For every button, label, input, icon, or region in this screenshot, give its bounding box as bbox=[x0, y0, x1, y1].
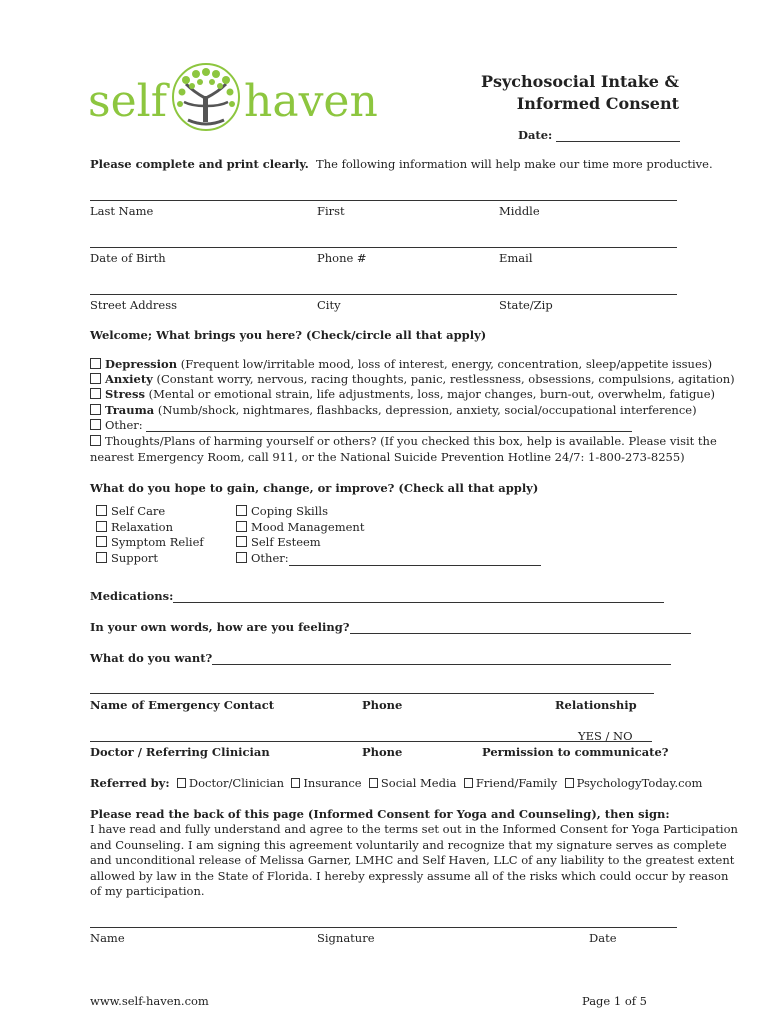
page-title-line1: Psychosocial Intake & bbox=[480, 72, 679, 91]
concern-label: Trauma bbox=[105, 403, 155, 417]
referred-by bbox=[90, 776, 702, 790]
medications-field[interactable] bbox=[90, 589, 664, 603]
other-input-line[interactable] bbox=[146, 420, 632, 432]
checkbox[interactable] bbox=[369, 778, 378, 788]
goal-label: Self Esteem bbox=[251, 535, 321, 550]
checkbox[interactable] bbox=[291, 778, 300, 788]
concern-text: (Frequent low/irritable mood, loss of interest, energy, concentration, sleep/appetite issues) bbox=[180, 357, 713, 371]
checkbox[interactable] bbox=[565, 778, 574, 788]
goals-col1 bbox=[96, 504, 204, 566]
welcome-heading: Welcome; What brings you here? (Check/circle all that apply) bbox=[90, 328, 487, 342]
doctor-label: Doctor / Referring Clinician bbox=[90, 745, 270, 759]
goal-item[interactable] bbox=[96, 520, 204, 536]
harm-text-line1: Thoughts/Plans of harming yourself or others? (If you checked this box, help is available. Please visit the bbox=[105, 434, 717, 448]
footer-website: www.self-haven.com bbox=[90, 994, 209, 1008]
last-name-label: Last Name bbox=[90, 204, 154, 218]
goal-item[interactable] bbox=[96, 535, 204, 551]
tree-logo-icon bbox=[172, 62, 240, 132]
referral-option[interactable] bbox=[464, 776, 557, 790]
goal-item[interactable] bbox=[236, 520, 541, 536]
checkbox[interactable] bbox=[96, 536, 107, 547]
checkbox[interactable] bbox=[90, 373, 101, 384]
checkbox[interactable] bbox=[96, 521, 107, 532]
checkbox[interactable] bbox=[236, 505, 247, 516]
consent-line: and Counseling. I am signing this agreement voluntarily and recognize that my signature serves as complete bbox=[90, 838, 727, 852]
city-label: City bbox=[317, 298, 341, 312]
concern-label: Depression bbox=[105, 357, 178, 371]
goal-other-line[interactable] bbox=[289, 554, 541, 566]
feeling-line[interactable] bbox=[350, 622, 691, 634]
goal-label: Relaxation bbox=[111, 519, 173, 534]
concern-label: Stress bbox=[105, 387, 145, 401]
concern-text: (Numb/shock, nightmares, flashbacks, depression, anxiety, social/occupational interference) bbox=[157, 403, 697, 417]
goal-item[interactable] bbox=[96, 551, 204, 567]
signature-input-line[interactable] bbox=[90, 927, 677, 928]
consent-line: of my participation. bbox=[90, 884, 205, 898]
other-label: Other: bbox=[105, 418, 143, 432]
referral-option[interactable] bbox=[291, 776, 361, 790]
sig-date-label: Date bbox=[589, 931, 617, 945]
concern-label: Anxiety bbox=[105, 372, 153, 386]
feeling-label: In your own words, how are you feeling? bbox=[90, 620, 350, 634]
emergency-input-line[interactable] bbox=[90, 693, 654, 694]
logo-self-text: self bbox=[88, 76, 167, 127]
concern-trauma[interactable] bbox=[90, 403, 697, 417]
checkbox[interactable] bbox=[177, 778, 186, 788]
concern-anxiety[interactable] bbox=[90, 372, 735, 386]
phone-label: Phone # bbox=[317, 251, 367, 265]
middle-name-label: Middle bbox=[499, 204, 540, 218]
doctor-phone-label: Phone bbox=[362, 745, 403, 759]
goal-label: Symptom Relief bbox=[111, 535, 204, 550]
name-input-line[interactable] bbox=[90, 200, 677, 201]
checkbox[interactable] bbox=[96, 505, 107, 516]
consent-line: allowed by law in the State of Florida. I hereby expressly assume all of the risks which could occur by reason bbox=[90, 869, 729, 883]
referral-option[interactable] bbox=[565, 776, 703, 790]
concern-other[interactable] bbox=[90, 418, 632, 432]
goals-heading: What do you hope to gain, change, or improve? (Check all that apply) bbox=[90, 481, 539, 495]
want-label: What do you want? bbox=[90, 651, 213, 665]
checkbox[interactable] bbox=[236, 552, 247, 563]
street-label: Street Address bbox=[90, 298, 178, 312]
checkbox[interactable] bbox=[90, 404, 101, 415]
goal-label: Support bbox=[111, 550, 159, 565]
referral-label: Friend/Family bbox=[475, 776, 558, 790]
concern-harm[interactable] bbox=[90, 434, 717, 448]
medications-line[interactable] bbox=[173, 591, 664, 603]
page-title-line2: Informed Consent bbox=[516, 94, 679, 113]
checkbox[interactable] bbox=[236, 521, 247, 532]
date-line[interactable] bbox=[556, 130, 680, 142]
concern-stress[interactable] bbox=[90, 387, 715, 401]
referral-label: Social Media bbox=[380, 776, 457, 790]
harm-text-line2: nearest Emergency Room, call 911, or the National Suicide Prevention Hotline 24/7: 1-800-273-8255) bbox=[90, 450, 685, 464]
referral-label: PsychologyToday.com bbox=[576, 776, 703, 790]
want-line[interactable] bbox=[212, 653, 671, 665]
consent-line: I have read and fully understand and agree to the terms set out in the Informed Consent for Yoga Participation bbox=[90, 822, 738, 836]
referral-label: Insurance bbox=[303, 776, 362, 790]
dob-label: Date of Birth bbox=[90, 251, 166, 265]
checkbox[interactable] bbox=[464, 778, 473, 788]
intro-text bbox=[90, 157, 713, 171]
feeling-field[interactable] bbox=[90, 620, 691, 634]
checkbox[interactable] bbox=[90, 419, 101, 430]
date-field[interactable] bbox=[518, 128, 680, 142]
referral-option[interactable] bbox=[369, 776, 457, 790]
concern-text: (Mental or emotional strain, life adjustments, loss, major changes, burn-out, overwhelm, fatigue) bbox=[148, 387, 716, 401]
goal-label: Mood Management bbox=[251, 519, 365, 534]
consent-line: and unconditional release of Melissa Garner, LMHC and Self Haven, LLC of any liability to the greatest extent bbox=[90, 853, 735, 867]
goal-label: Coping Skills bbox=[251, 504, 328, 518]
concern-text: (Constant worry, nervous, racing thoughts, panic, restlessness, obsessions, compulsions, agitation) bbox=[156, 372, 735, 386]
sig-name-label: Name bbox=[90, 931, 125, 945]
goals-col2 bbox=[236, 504, 541, 566]
permission-label: Permission to communicate? bbox=[482, 745, 669, 759]
referral-option[interactable] bbox=[177, 776, 284, 790]
emergency-name-label: Name of Emergency Contact bbox=[90, 698, 275, 712]
doctor-input-line[interactable] bbox=[90, 741, 652, 742]
address-input-line[interactable] bbox=[90, 294, 677, 295]
intro-bold: Please complete and print clearly. bbox=[90, 157, 309, 171]
checkbox[interactable] bbox=[90, 358, 101, 369]
checkbox[interactable] bbox=[90, 435, 101, 446]
goal-label: Other: bbox=[251, 550, 289, 565]
consent-heading: Please read the back of this page (Informed Consent for Yoga and Counseling), then sign: bbox=[90, 807, 670, 821]
footer-page-number: Page 1 of 5 bbox=[581, 994, 647, 1008]
state-zip-label: State/Zip bbox=[499, 298, 553, 312]
referred-label: Referred by: bbox=[90, 776, 170, 790]
goal-item[interactable] bbox=[236, 504, 541, 520]
dob-input-line[interactable] bbox=[90, 247, 677, 248]
date-label: Date: bbox=[518, 128, 553, 142]
goal-label: Self Care bbox=[111, 504, 166, 518]
logo-haven-text: haven bbox=[244, 76, 378, 127]
first-name-label: First bbox=[317, 204, 345, 218]
medications-label: Medications: bbox=[90, 589, 174, 603]
goal-item[interactable] bbox=[96, 504, 204, 520]
intro-body: The following information will help make our time more productive. bbox=[316, 157, 713, 171]
sig-signature-label: Signature bbox=[317, 931, 375, 945]
goal-item[interactable] bbox=[236, 551, 541, 567]
referral-label: Doctor/Clinician bbox=[188, 776, 285, 790]
emergency-phone-label: Phone bbox=[362, 698, 403, 712]
goal-item[interactable] bbox=[236, 535, 541, 551]
checkbox[interactable] bbox=[236, 536, 247, 547]
emergency-relationship-label: Relationship bbox=[555, 698, 637, 712]
want-field[interactable] bbox=[90, 651, 671, 665]
checkbox[interactable] bbox=[90, 388, 101, 399]
checkbox[interactable] bbox=[96, 552, 107, 563]
email-label: Email bbox=[499, 251, 533, 265]
concern-depression[interactable] bbox=[90, 357, 712, 371]
yes-no-option[interactable]: YES / NO bbox=[578, 729, 633, 743]
